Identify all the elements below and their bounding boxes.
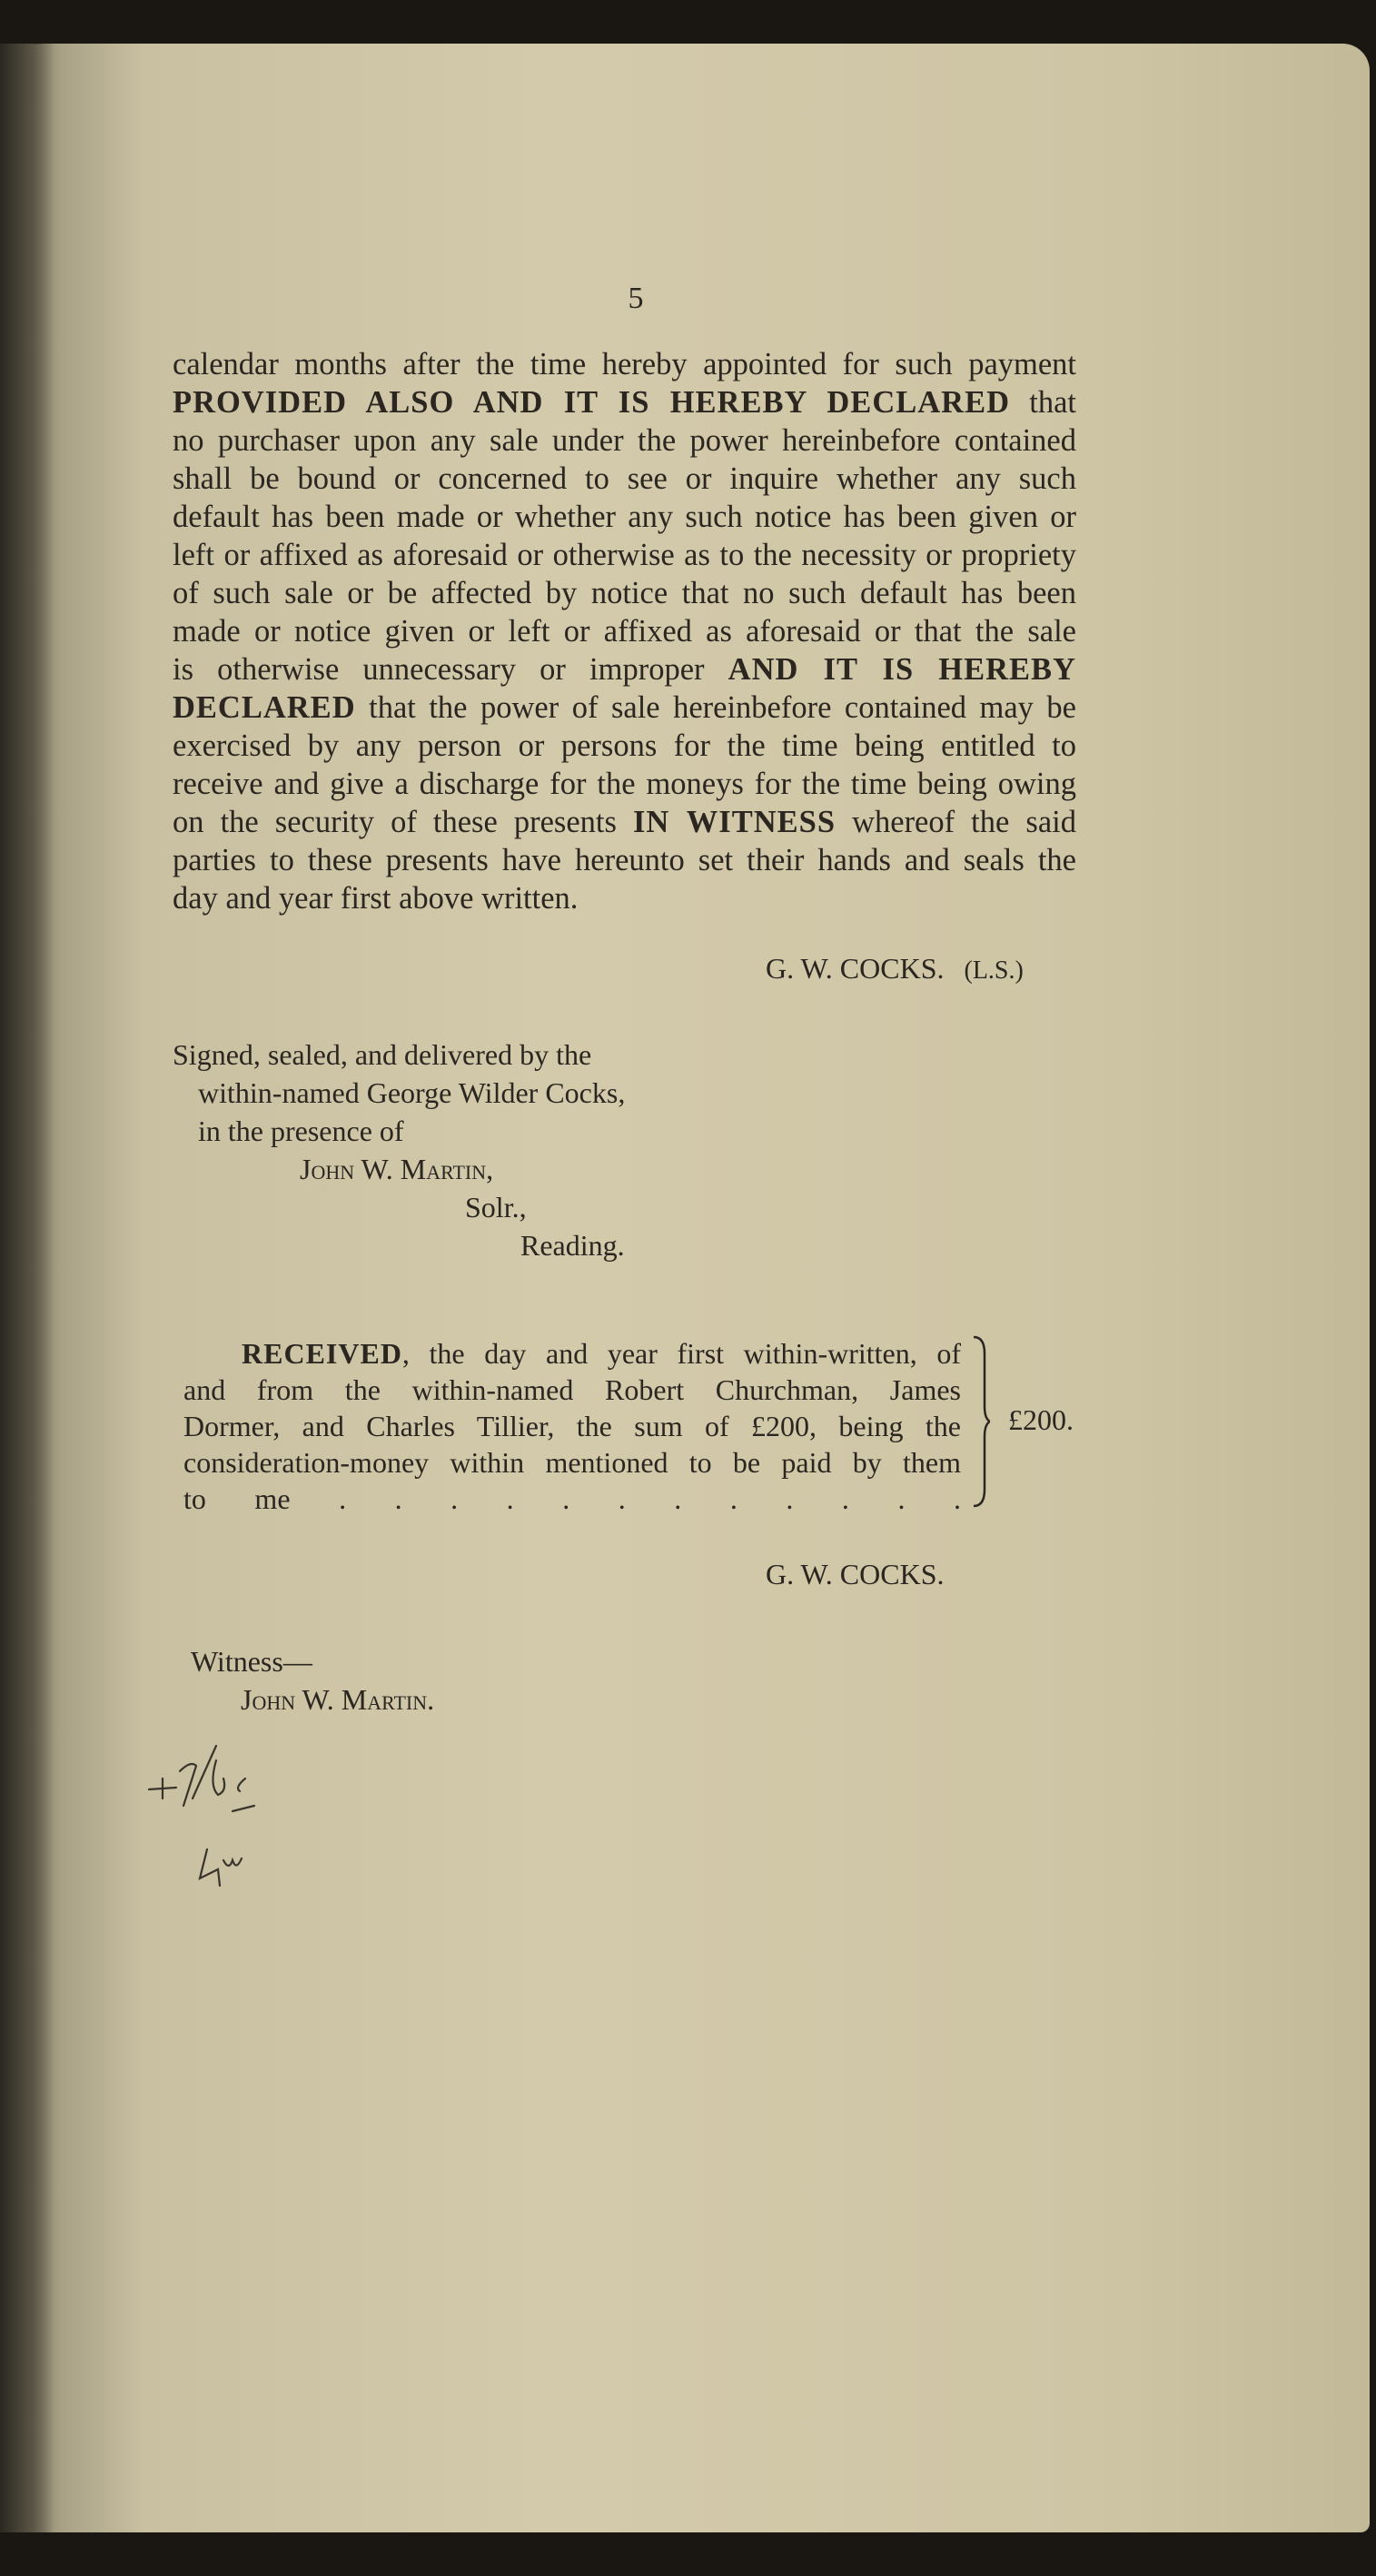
receipt-amount: £200. — [1008, 1403, 1074, 1436]
body-line: DECLARED that the power of sale hereinbefore contained may be — [173, 690, 1076, 725]
body-line: day and year first above written. — [173, 881, 579, 916]
witness-title: Solr., — [465, 1191, 527, 1224]
seal-mark: (L.S.) — [964, 956, 1024, 985]
receipt-line: Dormer, and Charles Tillier, the sum of £200, being the — [183, 1410, 961, 1442]
body-line: no purchaser upon any sale under the power hereinbefore contained — [173, 423, 1076, 458]
receipt-text — [183, 1335, 961, 1517]
receipt-line: to me . . . . . . . . . . . . — [183, 1482, 961, 1515]
receipt-line: consideration-money within mentioned to be paid by them — [183, 1446, 961, 1479]
signature-name: G. W. COCKS. — [766, 952, 945, 985]
page-number: 5 — [628, 282, 644, 315]
body-line: calendar months after the time hereby appointed for such payment — [173, 347, 1076, 381]
receipt-line: and from the within-named Robert Churchman, James — [183, 1373, 961, 1406]
body-line: on the security of these presents IN WITNESS whereof the said — [173, 805, 1076, 839]
body-line: is otherwise unnecessary or improper AND IT IS HEREBY — [173, 652, 1076, 687]
witness-label: Witness— — [191, 1645, 312, 1678]
body-line: of such sale or be affected by notice that no such default has been — [173, 576, 1076, 610]
signature-line — [766, 952, 1024, 986]
receipt-line: RECEIVED, the day and year first within-written, of — [242, 1337, 961, 1370]
body-line: left or affixed as aforesaid or otherwise as to the necessity or propriety — [173, 538, 1076, 572]
witness-name: John W. Martin, — [300, 1153, 494, 1185]
body-line: default has been made or whether any such notice has been given or — [173, 500, 1076, 534]
receipt-signature: G. W. COCKS. — [766, 1558, 945, 1590]
witness-place: Reading. — [520, 1229, 625, 1262]
body-line: receive and give a discharge for the moneys for the time being owing — [173, 767, 1076, 801]
binding-shadow — [0, 44, 54, 2532]
curly-brace — [972, 1335, 990, 1508]
attestation-line: within-named George Wilder Cocks, — [198, 1076, 626, 1109]
attestation-line: in the presence of — [198, 1115, 404, 1147]
body-line: parties to these presents have hereunto set their hands and seals the — [173, 843, 1076, 877]
pencil-annotation — [145, 1733, 300, 1906]
body-line: PROVIDED ALSO AND IT IS HEREBY DECLARED that — [173, 385, 1077, 420]
body-line: exercised by any person or persons for the time being entitled to — [173, 728, 1076, 763]
witness-block — [191, 1642, 434, 1719]
attestation-line: Signed, sealed, and delivered by the — [173, 1038, 592, 1071]
witness-block-name: John W. Martin. — [241, 1683, 435, 1716]
body-line: made or notice given or left or affixed as aforesaid or that the sale — [173, 614, 1076, 649]
body-line: shall be bound or concerned to see or inquire whether any such — [173, 461, 1076, 496]
attestation-clause — [173, 1035, 625, 1264]
deed-body-text — [173, 345, 1076, 917]
